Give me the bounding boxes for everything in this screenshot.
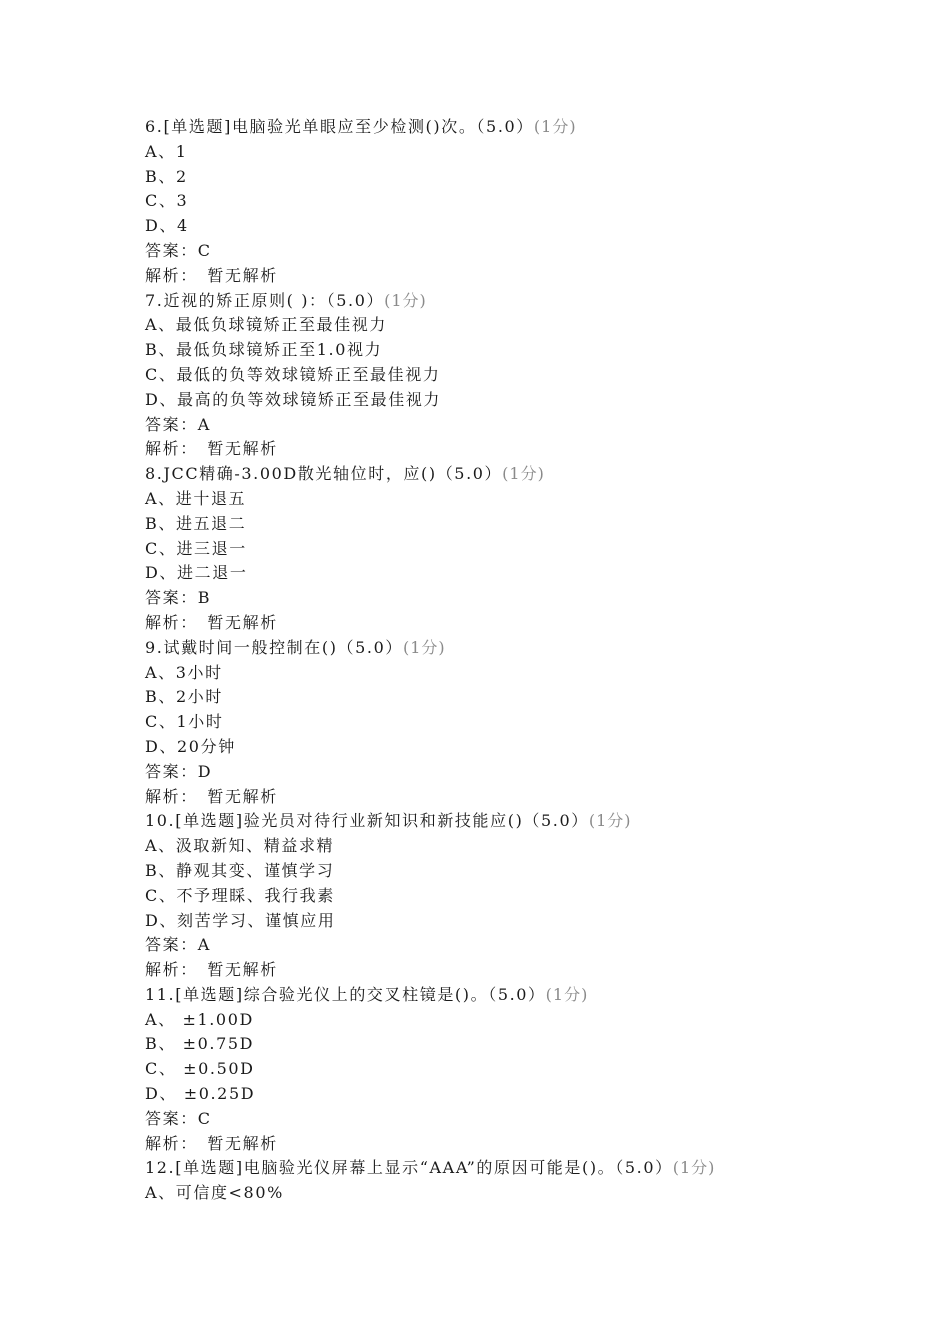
question-stem <box>145 462 905 487</box>
analysis: 解析： 暂无解析 <box>145 439 278 459</box>
option-d: D、 ±0.25D <box>145 1084 256 1104</box>
question-text: 7.近视的矫正原则( )：（5.0） <box>145 290 385 310</box>
option-c: C、进三退一 <box>145 538 247 558</box>
question-text: 10.[单选题]验光员对待行业新知识和新技能应()（5.0） <box>145 811 589 831</box>
question-stem <box>145 115 905 140</box>
option-c: C、最低的负等效球镜矫正至最佳视力 <box>145 364 441 384</box>
option-b: B、进五退二 <box>145 513 247 533</box>
option-d: D、4 <box>145 216 189 236</box>
option-b: B、2小时 <box>145 687 223 707</box>
question-text: 11.[单选题]综合验光仪上的交叉柱镜是()。（5.0） <box>145 984 546 1004</box>
answer: 答案：A <box>145 414 211 434</box>
question-stem <box>145 1156 905 1181</box>
question-stem <box>145 289 905 314</box>
option-b: B、2 <box>145 166 188 186</box>
option-a: A、可信度<80% <box>145 1183 284 1203</box>
question-text: 6.[单选题]电脑验光单眼应至少检测()次。（5.0） <box>145 117 534 136</box>
question-stem <box>145 636 905 661</box>
question-stem <box>145 983 905 1008</box>
option-d: D、进二退一 <box>145 563 248 583</box>
option-a: A、汲取新知、精益求精 <box>145 836 335 856</box>
option-a: A、1 <box>145 141 188 161</box>
question-text: 9.试戴时间一般控制在()（5.0） <box>145 637 403 657</box>
option-b: B、 ±0.75D <box>145 1034 255 1054</box>
analysis: 解析： 暂无解析 <box>145 786 278 806</box>
question-score: (1分) <box>502 464 545 484</box>
analysis: 解析： 暂无解析 <box>145 1133 278 1153</box>
question-score: (1分) <box>384 290 427 310</box>
question-text: 12.[单选题]电脑验光仪屏幕上显示“AAA”的原因可能是()。（5.0） <box>145 1158 673 1178</box>
option-a: A、进十退五 <box>145 488 247 508</box>
analysis: 解析： 暂无解析 <box>145 265 278 285</box>
option-d: D、最高的负等效球镜矫正至最佳视力 <box>145 389 442 409</box>
answer: 答案：B <box>145 588 212 608</box>
option-c: C、3 <box>145 191 189 211</box>
question-score: (1分) <box>672 1158 716 1178</box>
question-score: (1分) <box>588 811 632 831</box>
option-a: A、3小时 <box>145 662 223 682</box>
option-c: C、不予理睬、我行我素 <box>145 885 335 905</box>
option-b: B、静观其变、谨慎学习 <box>145 860 335 880</box>
option-a: A、 ±1.00D <box>145 1009 254 1029</box>
option-d: D、20分钟 <box>145 736 236 756</box>
question-text: 8.JCC精确-3.00D散光轴位时，应()（5.0） <box>145 464 503 484</box>
option-a: A、最低负球镜矫正至最佳视力 <box>145 315 387 335</box>
question-score: (1分) <box>545 984 589 1004</box>
option-b: B、最低负球镜矫正至1.0视力 <box>145 340 383 360</box>
answer: 答案：D <box>145 761 213 781</box>
option-c: C、1小时 <box>145 712 224 732</box>
analysis: 解析： 暂无解析 <box>145 960 278 980</box>
question-score: (1分) <box>533 117 577 136</box>
analysis: 解析： 暂无解析 <box>145 612 278 632</box>
option-c: C、 ±0.50D <box>145 1059 255 1079</box>
answer: 答案：C <box>145 240 212 260</box>
exam-document <box>145 115 905 1206</box>
answer: 答案：A <box>145 935 211 955</box>
question-stem <box>145 809 905 834</box>
question-score: (1分) <box>403 637 446 657</box>
answer: 答案：C <box>145 1108 212 1128</box>
option-d: D、刻苦学习、谨慎应用 <box>145 910 336 930</box>
